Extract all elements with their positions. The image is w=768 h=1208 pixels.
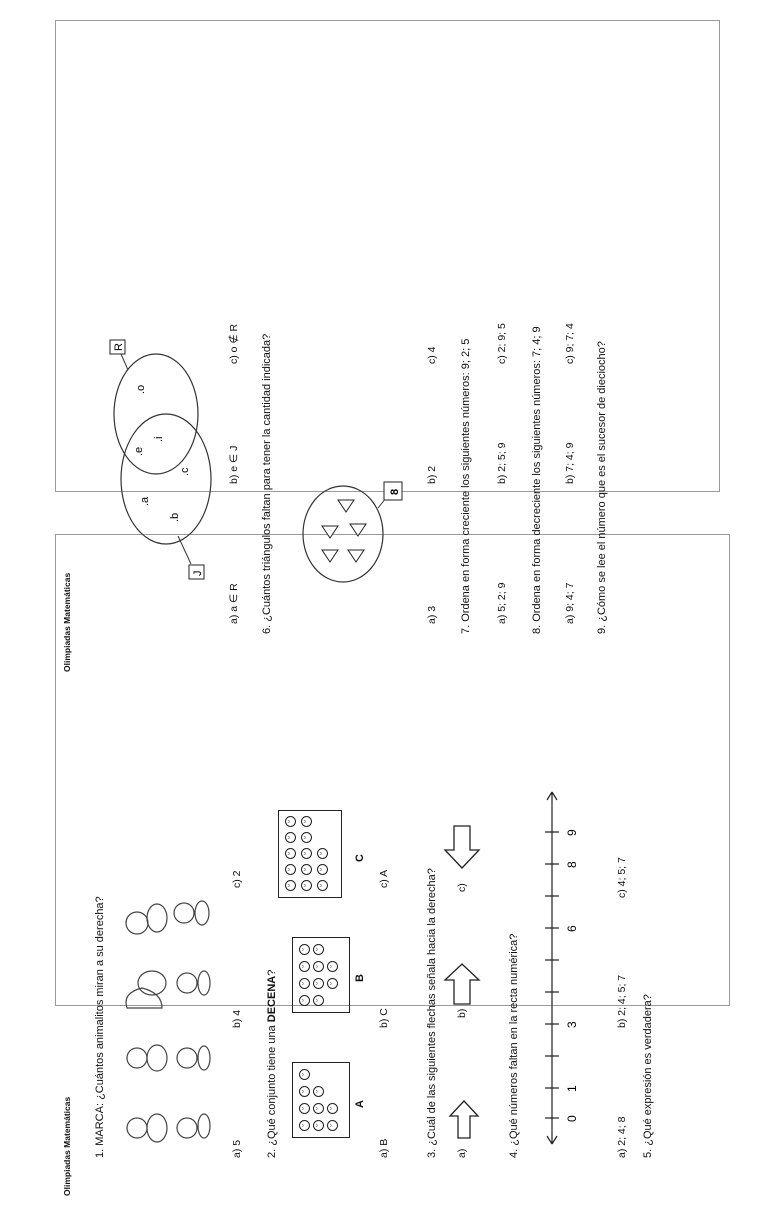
- q6-option-b[interactable]: b) 2: [426, 465, 438, 484]
- q2-option-c[interactable]: c) A: [378, 869, 390, 888]
- q7-option-c[interactable]: c) 2; 9; 5: [496, 323, 508, 364]
- tick-label: 0: [565, 1115, 579, 1122]
- smiley-icon: ᵕ: [301, 864, 312, 875]
- question-2: [266, 970, 278, 1158]
- arrow-up-icon: [446, 1096, 482, 1146]
- smiley-icon: ᵕ: [313, 978, 324, 989]
- smiley-icon: ᵕ: [285, 864, 296, 875]
- venn-diagram: [96, 314, 221, 584]
- smiley-icon: ᵕ: [285, 848, 296, 859]
- venn-element: .o: [135, 384, 147, 394]
- q7-option-b[interactable]: b) 2; 5; 9: [496, 442, 508, 484]
- q4-option-b[interactable]: b) 2; 4; 5; 7: [616, 974, 628, 1028]
- q4-option-c[interactable]: c) 4; 5; 7: [616, 857, 628, 898]
- smiley-icon: ᵕ: [301, 816, 312, 827]
- q8-option-a[interactable]: a) 9; 4; 7: [564, 582, 576, 624]
- venn-element: .a: [139, 496, 151, 506]
- smiley-icon: ᵕ: [317, 880, 328, 891]
- venn-element: .b: [169, 512, 181, 522]
- set-r-label: R: [113, 343, 125, 351]
- animals-illustration: [112, 858, 212, 1158]
- venn-option-a[interactable]: a) a ∈ R: [228, 583, 240, 624]
- smiley-icon: ᵕ: [299, 944, 310, 955]
- smiley-icon: ᵕ: [317, 848, 328, 859]
- venn-element: .i: [153, 436, 165, 442]
- set-b-box: [292, 937, 350, 1013]
- tick-label: 3: [565, 1021, 579, 1028]
- q6-option-c[interactable]: c) 4: [426, 346, 438, 364]
- set-c-box: [278, 810, 342, 898]
- smiley-icon: ᵕ: [299, 1120, 310, 1131]
- number-line: [534, 788, 584, 1148]
- smiley-icon: ᵕ: [313, 995, 324, 1006]
- q4-option-a[interactable]: a) 2; 4; 8: [616, 1116, 628, 1158]
- q8-option-b[interactable]: b) 7; 4; 9: [564, 442, 576, 484]
- smiley-icon: ᵕ: [299, 978, 310, 989]
- left-page-content: [56, 738, 729, 1208]
- smiley-icon: ᵕ: [299, 1086, 310, 1097]
- smiley-icon: ᵕ: [301, 832, 312, 843]
- tick-label: 8: [565, 861, 579, 868]
- smiley-icon: ᵕ: [285, 816, 296, 827]
- set-j-label: J: [192, 570, 204, 576]
- question-6: 6. ¿Cuántos triángulos faltan para tener la cantidad indicada?: [261, 333, 273, 634]
- smiley-icon: ᵕ: [313, 1120, 324, 1131]
- smiley-icon: ᵕ: [299, 1103, 310, 1114]
- tick-label: 6: [565, 925, 579, 932]
- smiley-icon: ᵕ: [301, 848, 312, 859]
- smiley-icon: ᵕ: [285, 880, 296, 891]
- animal-3: [126, 971, 210, 1008]
- question-3: 3. ¿Cuál de las siguientes flechas señala hacia la derecha?: [426, 868, 438, 1158]
- smiley-icon: ᵕ: [327, 1120, 338, 1131]
- q3-option-a[interactable]: a): [456, 1148, 468, 1158]
- q2-option-a[interactable]: a) B: [378, 1138, 390, 1158]
- question-5: 5. ¿Qué expresión es verdadera?: [642, 994, 654, 1158]
- q1-option-a[interactable]: a) 5: [231, 1139, 243, 1158]
- arrow-right-icon: [442, 958, 482, 1008]
- smiley-icon: ᵕ: [299, 961, 310, 972]
- smiley-icon: ᵕ: [317, 864, 328, 875]
- smiley-icon: ᵕ: [299, 1069, 310, 1080]
- venn-option-c[interactable]: c) o ∉ R: [228, 323, 240, 364]
- animal-2: [127, 1045, 210, 1071]
- question-8: 8. Ordena en forma decreciente los siguientes números: 7; 4; 9: [531, 326, 543, 634]
- worksheet-page-right: [55, 20, 720, 672]
- smiley-icon: ᵕ: [327, 1103, 338, 1114]
- animal-4: [126, 901, 209, 934]
- tick-label: 9: [565, 829, 579, 836]
- q1-option-c[interactable]: c) 2: [231, 870, 243, 888]
- target-count-label: 8: [389, 488, 401, 495]
- smiley-icon: ᵕ: [301, 880, 312, 891]
- question-2-prefix: 2. ¿Qué conjunto tiene una: [266, 1022, 278, 1158]
- set-a-box: [292, 1062, 350, 1138]
- smiley-icon: ᵕ: [327, 978, 338, 989]
- smiley-icon: ᵕ: [313, 1086, 324, 1097]
- animal-1: [127, 1114, 210, 1142]
- triangles-set: [288, 376, 408, 596]
- question-7: 7. Ordena en forma creciente los siguientes números: 9; 2; 5: [460, 338, 472, 634]
- set-a-label: A: [354, 1100, 366, 1108]
- smiley-icon: ᵕ: [313, 944, 324, 955]
- q6-option-a[interactable]: a) 3: [426, 605, 438, 624]
- smiley-icon: ᵕ: [299, 995, 310, 1006]
- question-2-suffix: ?: [266, 969, 278, 976]
- question-1: 1. MARCA: ¿Cuántos animalitos miran a su derecha?: [94, 896, 106, 1158]
- page-header: Olimpiadas Matemáticas: [62, 1096, 72, 1196]
- venn-element: .e: [133, 446, 145, 456]
- question-2-bold: DECENA: [266, 975, 278, 1023]
- arrow-down-icon: [442, 822, 482, 882]
- tick-label: 1: [565, 1085, 579, 1092]
- venn-option-b[interactable]: b) e ∈ J: [228, 445, 240, 484]
- q3-option-c[interactable]: c): [456, 883, 468, 892]
- q8-option-c[interactable]: c) 9; 7; 4: [564, 323, 576, 364]
- right-page-content: [56, 214, 719, 684]
- smiley-icon: ᵕ: [313, 961, 324, 972]
- q2-option-b[interactable]: b) C: [378, 1008, 390, 1028]
- smiley-icon: ᵕ: [285, 832, 296, 843]
- set-c-label: C: [354, 854, 366, 862]
- question-4: 4. ¿Qué números faltan en la recta numérica?: [508, 933, 520, 1158]
- smiley-icon: ᵕ: [327, 961, 338, 972]
- page-header: Olimpiadas Matemáticas: [62, 572, 72, 672]
- venn-element: .c: [179, 467, 191, 476]
- q1-option-b[interactable]: b) 4: [231, 1009, 243, 1028]
- q7-option-a[interactable]: a) 5; 2; 9: [496, 582, 508, 624]
- set-b-label: B: [354, 974, 366, 982]
- question-9: 9. ¿Cómo se lee el número que es el sucesor de dieciocho?: [596, 341, 608, 634]
- smiley-icon: ᵕ: [313, 1103, 324, 1114]
- q3-option-b[interactable]: b): [456, 1008, 468, 1018]
